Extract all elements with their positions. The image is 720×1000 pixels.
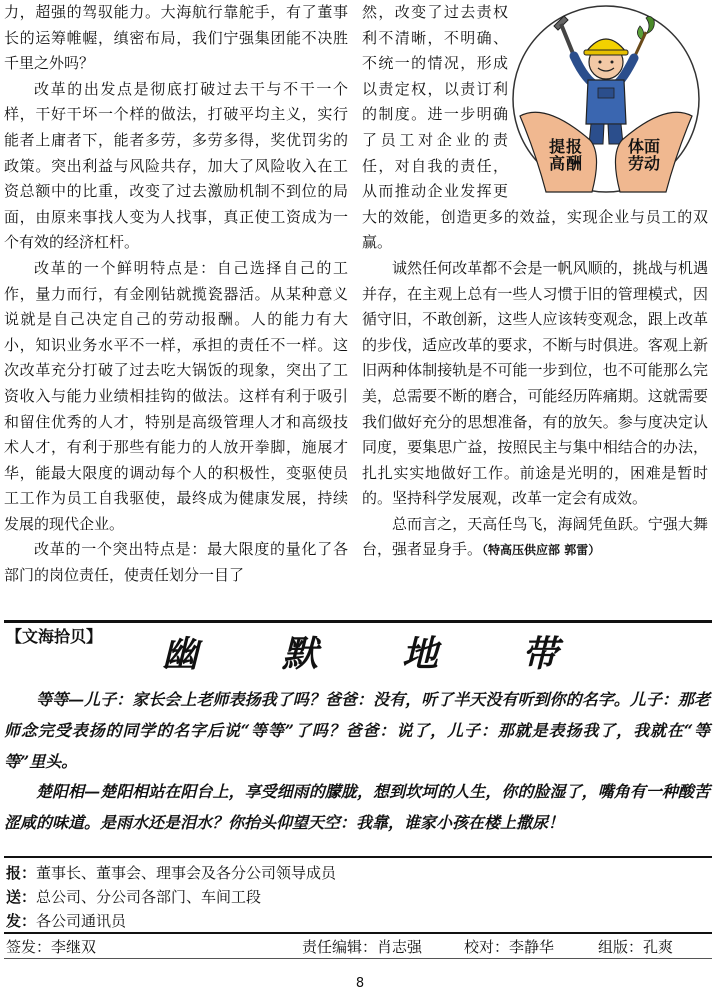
footer-underline — [4, 958, 712, 959]
layout-credit: 组版：孔爽 — [598, 938, 674, 956]
distribution-divider — [4, 856, 712, 858]
song-label: 送： — [6, 888, 37, 906]
left-hand-label: 提高 — [549, 137, 566, 173]
distribution-fa — [6, 910, 126, 931]
page-number: 8 — [355, 976, 365, 991]
right-paragraph-3-text: 总而言之，天高任鸟飞，海阔凭鱼跃。宁强大舞台，强者显身手。 — [362, 514, 708, 559]
humor-title-char: 默 — [281, 633, 318, 675]
distribution-bao — [6, 862, 336, 883]
humor-title-char: 幽 — [161, 633, 198, 675]
humor-title-char: 带 — [521, 633, 558, 675]
reform-illustration — [506, 4, 706, 194]
editor: 责任编辑：肖志强 — [302, 938, 423, 956]
author-credit: （特高压供应部 郭雷） — [482, 543, 601, 558]
right-paragraph-1: 然，改变了过去责权利不清晰，不明确、不统一的情况，形成以责定权，以责订利的制度。进一步明确了员工对企业的责任，对自我的责任，从而推动企业发挥更大的效能，创造更多的效益，实现企业与员工的双赢。 — [362, 3, 708, 252]
humor-title — [150, 626, 570, 677]
bao-text: 董事长、董事会、理事会及各分公司领导成员 — [36, 864, 337, 882]
left-article-column — [4, 0, 348, 589]
left-paragraph-4: 改革的一个突出特点是：最大限度的量化了各部门的岗位责任，使责任划分一目了 — [4, 540, 348, 585]
joke-two-text: 楚阳相—楚阳相站在阳台上，享受细雨的朦胧，想到坎坷的人生，你的脸湿了，嘴角有一种酸苦涩咸的味道。是雨水还是泪水？你抬头仰望天空：我靠，谁家小孩在楼上撒尿！ — [4, 782, 710, 832]
right-paragraph-3 — [362, 512, 708, 564]
joke-two — [4, 776, 710, 838]
fa-label: 发： — [6, 912, 37, 930]
signer: 签发：李继双 — [6, 938, 97, 956]
left-hand-label-2: 报酬 — [566, 137, 583, 173]
song-text: 总公司、分公司各部门、车间工段 — [36, 888, 262, 906]
joke-one-text: 等等—儿子：家长会上老师表扬我了吗？爸爸：没有，听了半天没有听到你的名字。儿子：那老师念完受表扬的同学的名字后说“等等”了吗？爸爸：说了，儿子：那就是表扬我了，我就在“等等”里头。 — [4, 690, 710, 771]
joke-one — [4, 684, 710, 777]
right-paragraph-2: 诚然任何改革都不会是一帆风顺的，挑战与机遇并存，在主观上总有一些人习惯于旧的管理模式，因循守旧，不敢创新，这些人应该转变观念，跟上改革的步伐，适应改革的要求，不断与时俱进。客观上新旧两种体制接轨是不可能一步到位，也不可能那么完美，总需要不断的磨合，可能经历阵痛期。这就需要我们做好充分的思想准备，有的放矢。参与度决定认同度，要集思广益，按照民主与集中相结合的办法，扎扎实实地做好工作。前途是光明的，困难是暂时的。坚持科学发展观，改革一定会有成效。 — [362, 258, 708, 508]
left-paragraph-3: 改革的一个鲜明特点是：自己选择自己的工作，量力而行，有金刚钻就揽瓷器活。从某种意义说就是自己决定自己的劳动报酬。人的能力有大小，知识业务水平不一样，承担的责任不一样。这次改革充分打破了过去吃大锅饭的现象，突出了工资收入与能力业绩相挂钩的做法。这样有利于吸引和留住优秀的人才，特别是高级管理人才和高级技术人才，有利于那些有能力的人放开拳脚，施展才华，能最大限度的调动每个人的积极性，变驱使员工工作为员工自我驱使，最终成为健康发展，持续发展的现代企业。 — [4, 258, 348, 533]
left-paragraph-2: 改革的出发点是彻底打破过去干与不干一个样，干好干坏一个样的做法，打破平均主义，实行能者上庸者下，能者多劳，多劳多得，奖优罚劣的政策。突出利益与风险共存，加大了风险收入在工资总额中的比重，改变了过去激励机制不到位的局面，由原来事找人变为人找事，真正使工资成为一个有效的经济杠杆。 — [4, 79, 348, 252]
right-hand-label: 体面劳动 — [628, 137, 661, 173]
footer-divider — [4, 932, 712, 934]
bao-label: 报： — [6, 864, 37, 882]
humor-title-char: 地 — [401, 633, 438, 675]
section-label: 【文海拾贝】 — [6, 627, 103, 646]
proofreader: 校对：李静华 — [464, 938, 555, 956]
section-divider-top — [4, 620, 712, 623]
fa-text: 各公司通讯员 — [36, 912, 127, 930]
distribution-song — [6, 886, 261, 907]
left-paragraph-1: 力，超强的驾驭能力。大海航行靠舵手，有了董事长的运筹帷幄，缜密布局，我们宁强集团能不决胜千里之外吗？ — [4, 3, 348, 73]
